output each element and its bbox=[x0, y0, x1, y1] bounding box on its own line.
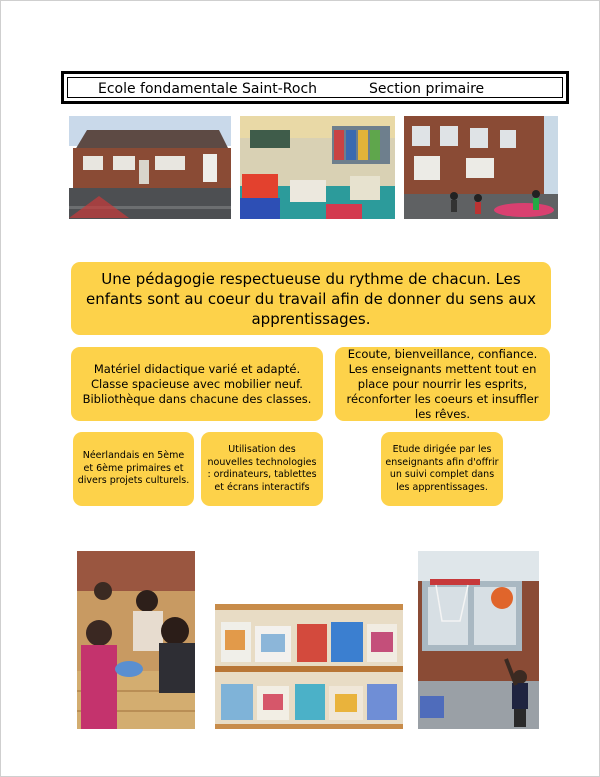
main-statement-bubble bbox=[71, 262, 551, 335]
photo-playground bbox=[404, 116, 558, 219]
languages-text: Néerlandais en 5ème et 6ème primaires et divers projets culturels. bbox=[77, 450, 190, 487]
technology-bubble bbox=[201, 432, 323, 506]
photo-basketball bbox=[418, 551, 539, 729]
school-name: Ecole fondamentale Saint-Roch bbox=[98, 81, 318, 97]
study-text: Etude dirigée par les enseignants afin d'offrir un suivi complet dans les apprentissages. bbox=[385, 444, 499, 493]
values-text: Ecoute, bienveillance, confiance. Les enseignants mettent tout en place pour nourrir les esprits, réconforter les coeurs et insuffler les rêves. bbox=[346, 346, 539, 421]
main-statement-text: Une pédagogie respectueuse du rythme de chacun. Les enfants sont au coeur du travail afin de donner du sens aux apprentissages. bbox=[86, 269, 536, 328]
photo-bookshelf bbox=[215, 604, 403, 729]
section-name: Section primaire bbox=[369, 81, 485, 97]
photo-classroom bbox=[240, 116, 395, 219]
materials-bubble bbox=[71, 347, 323, 421]
header-box bbox=[61, 71, 569, 104]
technology-text: Utilisation des nouvelles technologies : ordinateurs, tablettes et écrans interactifs bbox=[207, 444, 317, 493]
languages-bubble bbox=[73, 432, 194, 506]
photo-school-building bbox=[69, 116, 231, 219]
materials-text: Matériel didactique varié et adapté. Classe spacieuse avec mobilier neuf. Bibliothèque dans chacune des classes. bbox=[82, 361, 312, 406]
values-bubble bbox=[335, 347, 550, 421]
photo-children-crafts bbox=[77, 551, 195, 729]
study-bubble bbox=[381, 432, 503, 506]
